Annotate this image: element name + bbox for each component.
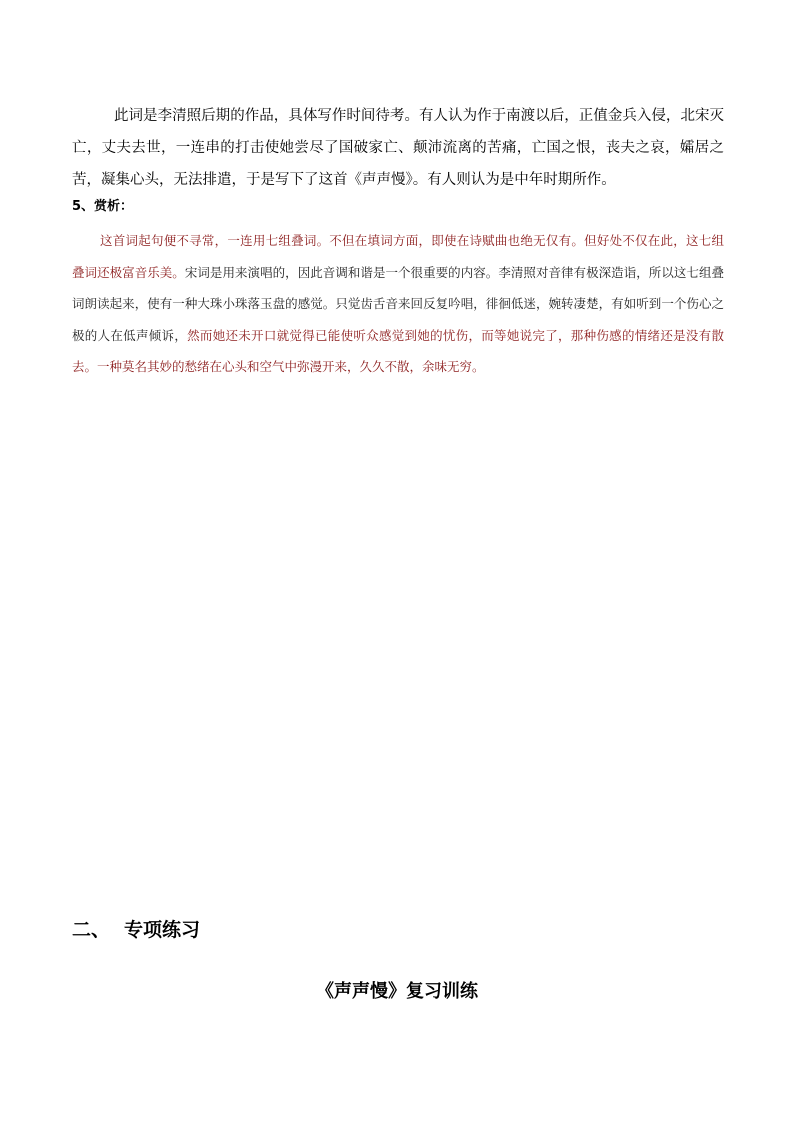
analysis-part-2: 宋词是用来演唱的，因此音调和谐是一个很重要的内容。李清照对音律有极深造诣，所以这七组叠词朗读起来，使有一种大珠小珠落玉盘的感觉。只觉齿舌音来回反复吟唱，徘徊低迷，婉转凄楚，有如听到一个伤心之极的人在低声倾诉，: [72, 264, 724, 343]
section-title: 专项练习: [124, 919, 201, 941]
analysis-paragraph: [72, 225, 724, 383]
document-title: 《声声慢》复习训练: [316, 981, 478, 1002]
analysis-heading: 5、赏析：: [72, 199, 134, 214]
section-heading: [72, 916, 200, 944]
intro-paragraph: 此词是李清照后期的作品，具体写作时间待考。有人认为作于南渡以后，正值金兵入侵，北宋灭亡，丈夫去世，一连串的打击使她尝尽了国破家亡、颠沛流离的苦痛，亡国之恨，丧夫之哀，孀居之苦，凝集心头，无法排遣，于是写下了这首《声声慢》。有人则认为是中年时期所作。: [72, 108, 724, 188]
analysis-part-1: 这首词起句便不寻常，一连用七组叠词。不但在填词方面，即使在诗赋曲也绝无仅有。但好处不仅在此，这七组叠词还极富音乐美。: [72, 233, 724, 280]
analysis-part-3: 然而她还未开口就觉得已能使听众感觉到她的忧伤，而等她说完了，那种伤感的情绪还是没有散去。一种莫名其妙的愁绪在心头和空气中弥漫开来，久久不散，余味无穷。: [72, 327, 724, 375]
section-number: 二、: [72, 919, 111, 941]
